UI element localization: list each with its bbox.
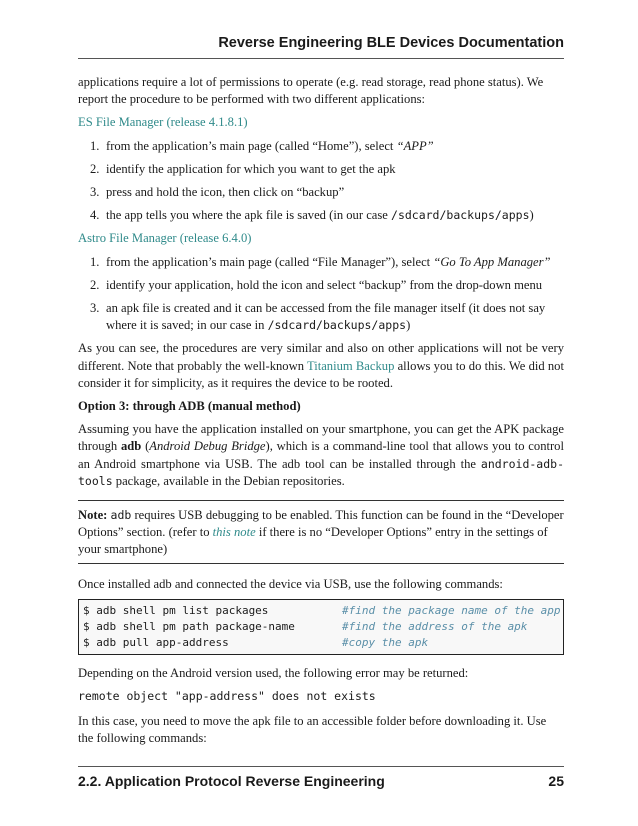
- error-intro: Depending on the Android version used, the following error may be returned:: [78, 665, 469, 680]
- page-footer: [78, 766, 564, 789]
- titanium-backup-link[interactable]: Titanium Backup: [306, 358, 395, 373]
- error-output: remote object "app-address" does not exists: [78, 689, 376, 704]
- code-line: $ adb shell pm path package-name #find the address of the apk: [83, 619, 528, 633]
- list-item: 3. an apk file is created and it can be accessed from the file manager itself (it does not say where it is saved; in our case in /sdcard/backups/apps): [90, 301, 546, 333]
- commands-intro: Once installed adb and connected the device via USB, use the following commands:: [78, 576, 503, 591]
- note-box: Note: adb requires USB debugging to be enabled. This function can be found in the “Developer Options” section. (refer to this note if there is no “Developer Options” entry in the settings of your smartphone): [78, 500, 564, 564]
- intro-paragraph: applications require a lot of permissions to operate (e.g. read storage, read phone status). We report the procedure to be performed with two different applications:: [78, 75, 544, 107]
- running-header: Reverse Engineering BLE Devices Documentation: [78, 34, 564, 59]
- adb-paragraph: Assuming you have the application installed on your smartphone, you can get the APK package through adb (Android Debug Bridge), which is a command-line tool that allows you to control an Android smartphone via USB. The adb tool can be installed through the android-adb-tools package, available in the Debian repositories.: [78, 422, 564, 488]
- code-line: $ adb pull app-address #copy the apk: [83, 635, 429, 649]
- code-block: [78, 599, 564, 655]
- list-item: 2. identify the application for which you want to get the apk: [90, 161, 396, 176]
- astro-file-manager-heading[interactable]: Astro File Manager (release 6.4.0): [78, 231, 252, 246]
- page-number: 25: [548, 773, 564, 789]
- es-steps-list: [78, 138, 564, 225]
- list-item: 1. from the application’s main page (called “File Manager”), select “Go To App Manager”: [90, 254, 551, 269]
- es-file-manager-heading[interactable]: ES File Manager (release 4.1.8.1): [78, 115, 248, 130]
- comparison-paragraph: As you can see, the procedures are very similar and also on other applications will not be very different. Note that probably the well-known Titanium Backup allows you to do this. We did not consider it for simplicity, as it requires the device to be rooted.: [78, 341, 564, 390]
- code-line: $ adb shell pm list packages #find the package name of the app: [83, 603, 561, 617]
- footer-section-title: 2.2. Application Protocol Reverse Engineering: [78, 773, 385, 789]
- page-content: [78, 74, 564, 754]
- option3-heading: Option 3: through ADB (manual method): [78, 399, 301, 414]
- this-note-link[interactable]: this note: [212, 525, 256, 540]
- astro-steps-list: [78, 254, 564, 335]
- move-apk-paragraph: In this case, you need to move the apk file to an accessible folder before downloading it. Use the following commands:: [78, 714, 547, 746]
- list-item: 3. press and hold the icon, then click on “backup”: [90, 185, 345, 200]
- list-item: 1. from the application’s main page (called “Home”), select “APP”: [90, 138, 434, 153]
- note-label: Note:: [78, 508, 108, 523]
- list-item: 2. identify your application, hold the icon and select “backup” from the drop-down menu: [90, 277, 543, 292]
- list-item: 4. the app tells you where the apk file is saved (in our case /sdcard/backups/apps): [90, 208, 534, 223]
